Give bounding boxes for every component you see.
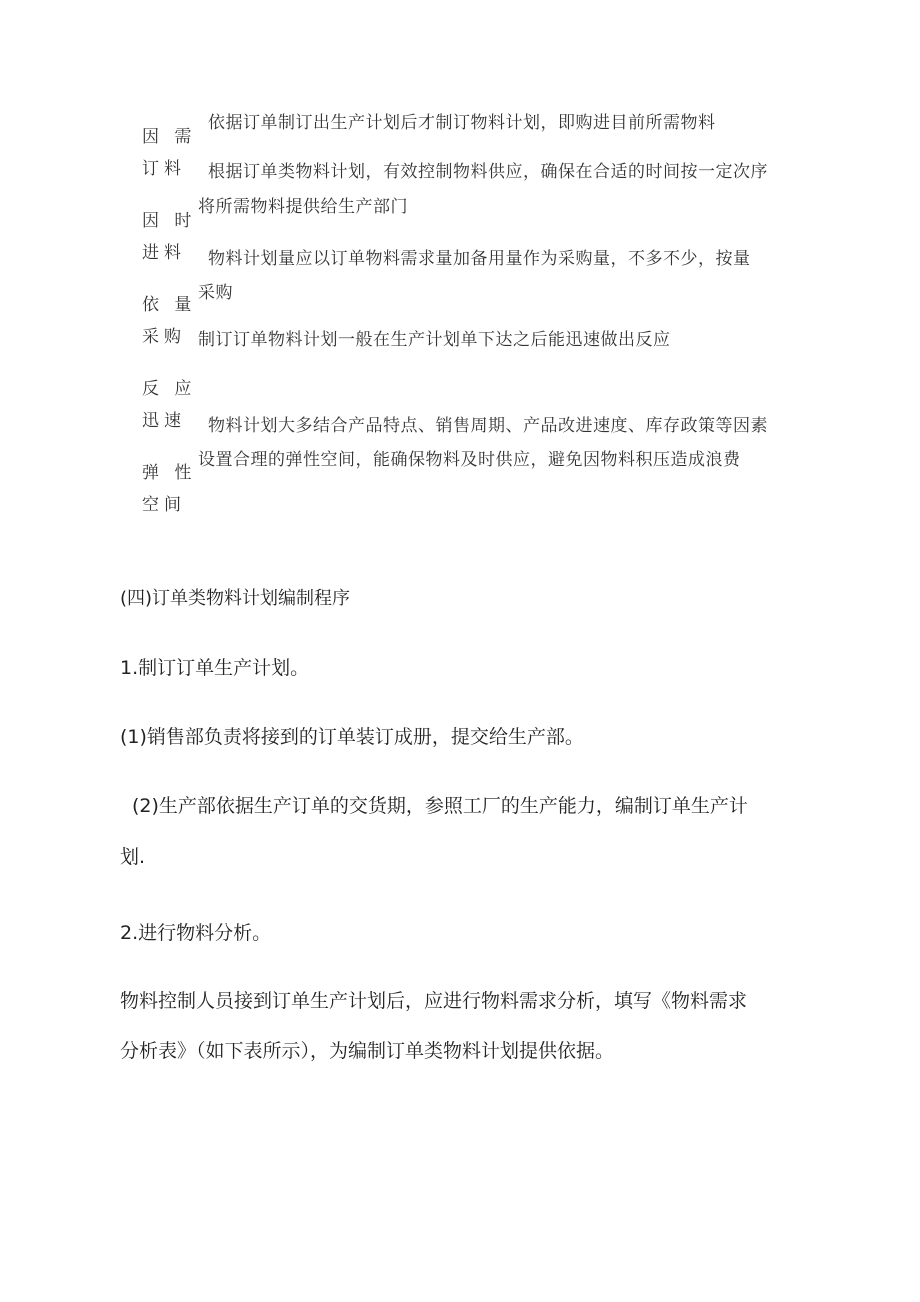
label-response-line2: 迅速 bbox=[142, 411, 186, 431]
label-demand-line2: 订料 bbox=[142, 159, 186, 179]
desc-quantity-line2: 采购 bbox=[198, 283, 233, 303]
step2-title: 2.进行物料分析。 bbox=[120, 922, 272, 944]
section-heading: (四)订单类物料计划编制程序 bbox=[120, 588, 351, 609]
desc-demand-line1: 依据订单制订出生产计划后才制订物料计划，即购进目前所需物料 bbox=[208, 113, 716, 133]
step2-paragraph-line2: 分析表》（如下表所示），为编制订单类物料计划提供依据。 bbox=[120, 1040, 615, 1062]
desc-time-line2: 将所需物料提供给生产部门 bbox=[198, 197, 408, 217]
label-quantity-line1: 依 量 bbox=[142, 295, 197, 315]
label-time-line2: 进料 bbox=[142, 243, 186, 263]
desc-time-line1: 根据订单类物料计划，有效控制物料供应，确保在合适的时间按一定次序 bbox=[208, 162, 768, 182]
desc-flexibility-line2: 设置合理的弹性空间，能确保物料及时供应，避免因物料积压造成浪费 bbox=[198, 450, 741, 470]
label-demand-line1: 因 需 bbox=[142, 127, 197, 147]
label-flexibility-line2: 空间 bbox=[142, 495, 186, 515]
step1-item2-line2: 划. bbox=[120, 846, 146, 868]
desc-response-line1: 制订订单物料计划一般在生产计划单下达之后能迅速做出反应 bbox=[198, 330, 671, 350]
step1-item2-line1: (2)生产部依据生产订单的交货期，参照工厂的生产能力，编制订单生产计 bbox=[132, 795, 748, 817]
desc-flexibility-line1: 物料计划大多结合产品特点、销售周期、产品改进速度、库存政策等因素 bbox=[208, 416, 768, 436]
step2-paragraph-line1: 物料控制人员接到订单生产计划后，应进行物料需求分析，填写《物料需求 bbox=[120, 990, 748, 1012]
label-time-line1: 因 时 bbox=[142, 211, 197, 231]
step1-title: 1.制订订单生产计划。 bbox=[120, 657, 310, 679]
label-quantity-line2: 采购 bbox=[142, 327, 186, 347]
label-response-line1: 反 应 bbox=[142, 379, 197, 399]
desc-quantity-line1: 物料计划量应以订单物料需求量加备用量作为采购量，不多不少，按量 bbox=[208, 249, 751, 269]
label-flexibility-line1: 弹 性 bbox=[142, 463, 197, 483]
step1-item1: (1)销售部负责将接到的订单装订成册，提交给生产部。 bbox=[120, 726, 584, 748]
